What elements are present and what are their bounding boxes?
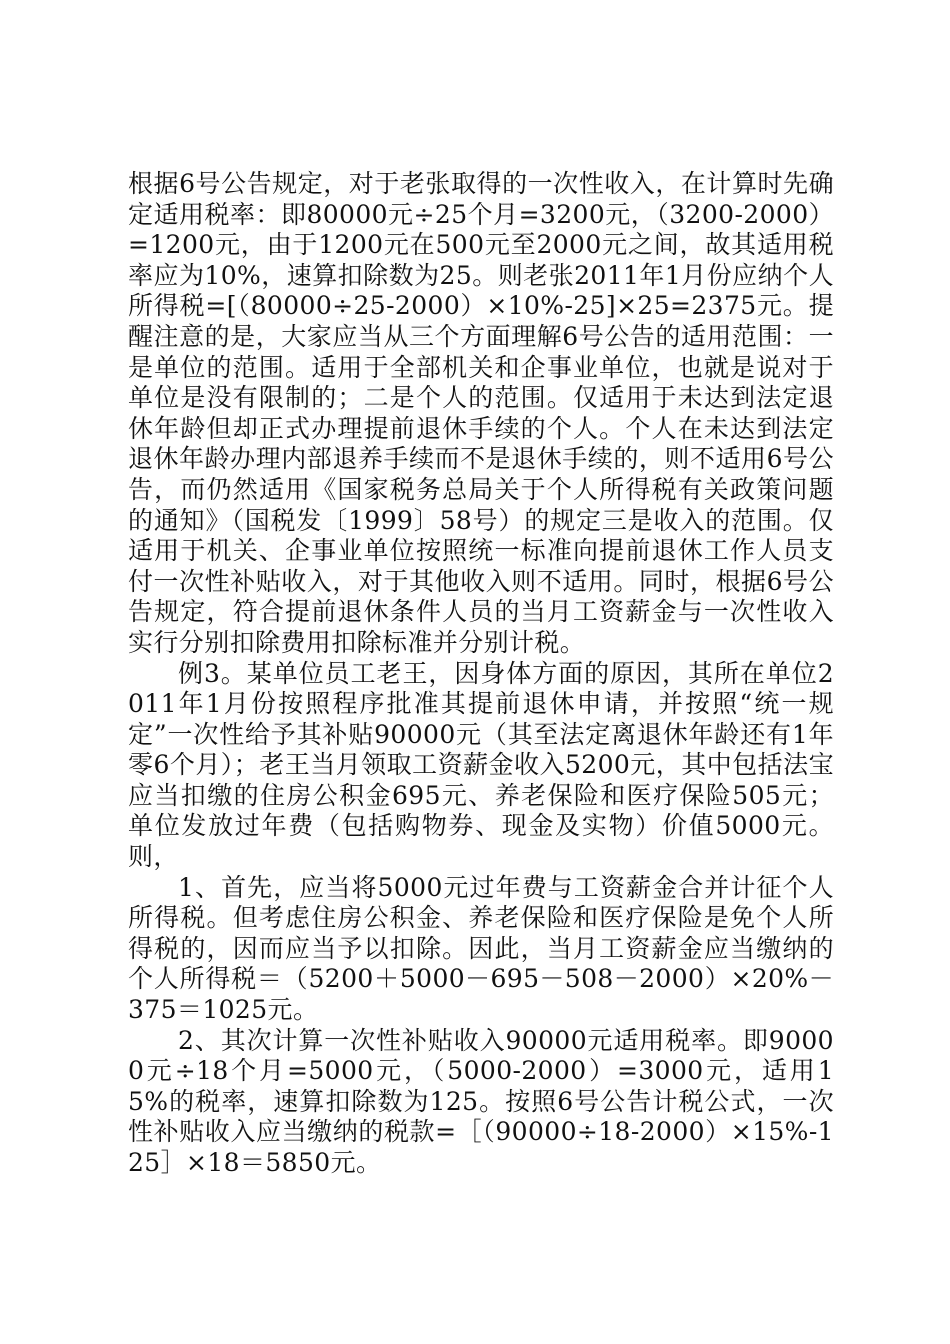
paragraph-step-2-subsidy-tax: 2、其次计算一次性补贴收入90000元适用税率。即90000元÷18个月=5000元，（5000-2000）=3000元，适用15%的税率，速算扣除数为125。按照6号公告计税公式，一次性补贴收入应当缴纳的税款=［（90000÷18-2000）×15%-125］×18＝5850元。 [128, 1025, 834, 1177]
document-body [128, 169, 834, 1179]
paragraph-tax-rate-calculation: 根据6号公告规定，对于老张取得的一次性收入，在计算时先确定适用税率：即80000元÷25个月=3200元，（3200-2000）=1200元，由于1200元在500元至2000元之间，故其适用税率应为10%，速算扣除数为25。则老张2011年1月份应纳个人所得税=[（80000÷25-2000）×10%-25]×25=2375元。提醒注意的是，大家应当从三个方面理解6号公告的适用范围：一是单位的范围。适用于全部机关和企事业单位，也就是说对于单位是没有限制的；二是个人的范围。仅适用于未达到法定退休年龄但却正式办理提前退休手续的个人。个人在未达到法定退休年龄办理内部退养手续而不是退休手续的，则不适用6号公告，而仍然适用《国家税务总局关于个人所得税有关政策问题的通知》（国税发〔1999〕58号）的规定三是收入的范围。仅适用于机关、企事业单位按照统一标准向提前退休工作人员支付一次性补贴收入，对于其他收入则不适用。同时，根据6号公告规定，符合提前退休条件人员的当月工资薪金与一次性收入实行分别扣除费用扣除标准并分别计税。 [128, 169, 834, 657]
paragraph-step-1-salary-tax: 1、首先，应当将5000元过年费与工资薪金合并计征个人所得税。但考虑住房公积金、养老保险和医疗保险是免个人所得税的，因而应当予以扣除。因此，当月工资薪金应当缴纳的个人所得税＝（5200＋5000－695－508－2000）×20%－375＝1025元。 [128, 872, 834, 1025]
paragraph-example-3: 例3。某单位员工老王，因身体方面的原因，其所在单位2011年1月份按照程序批准其提前退休申请，并按照“统一规定”一次性给予其补贴90000元（其至法定离退休年龄还有1年零6个月）；老王当月领取工资薪金收入5200元，其中包括法宝应当扣缴的住房公积金695元、养老保险和医疗保险505元；单位发放过年费（包括购物券、现金及实物）价值5000元。则， [128, 658, 834, 872]
